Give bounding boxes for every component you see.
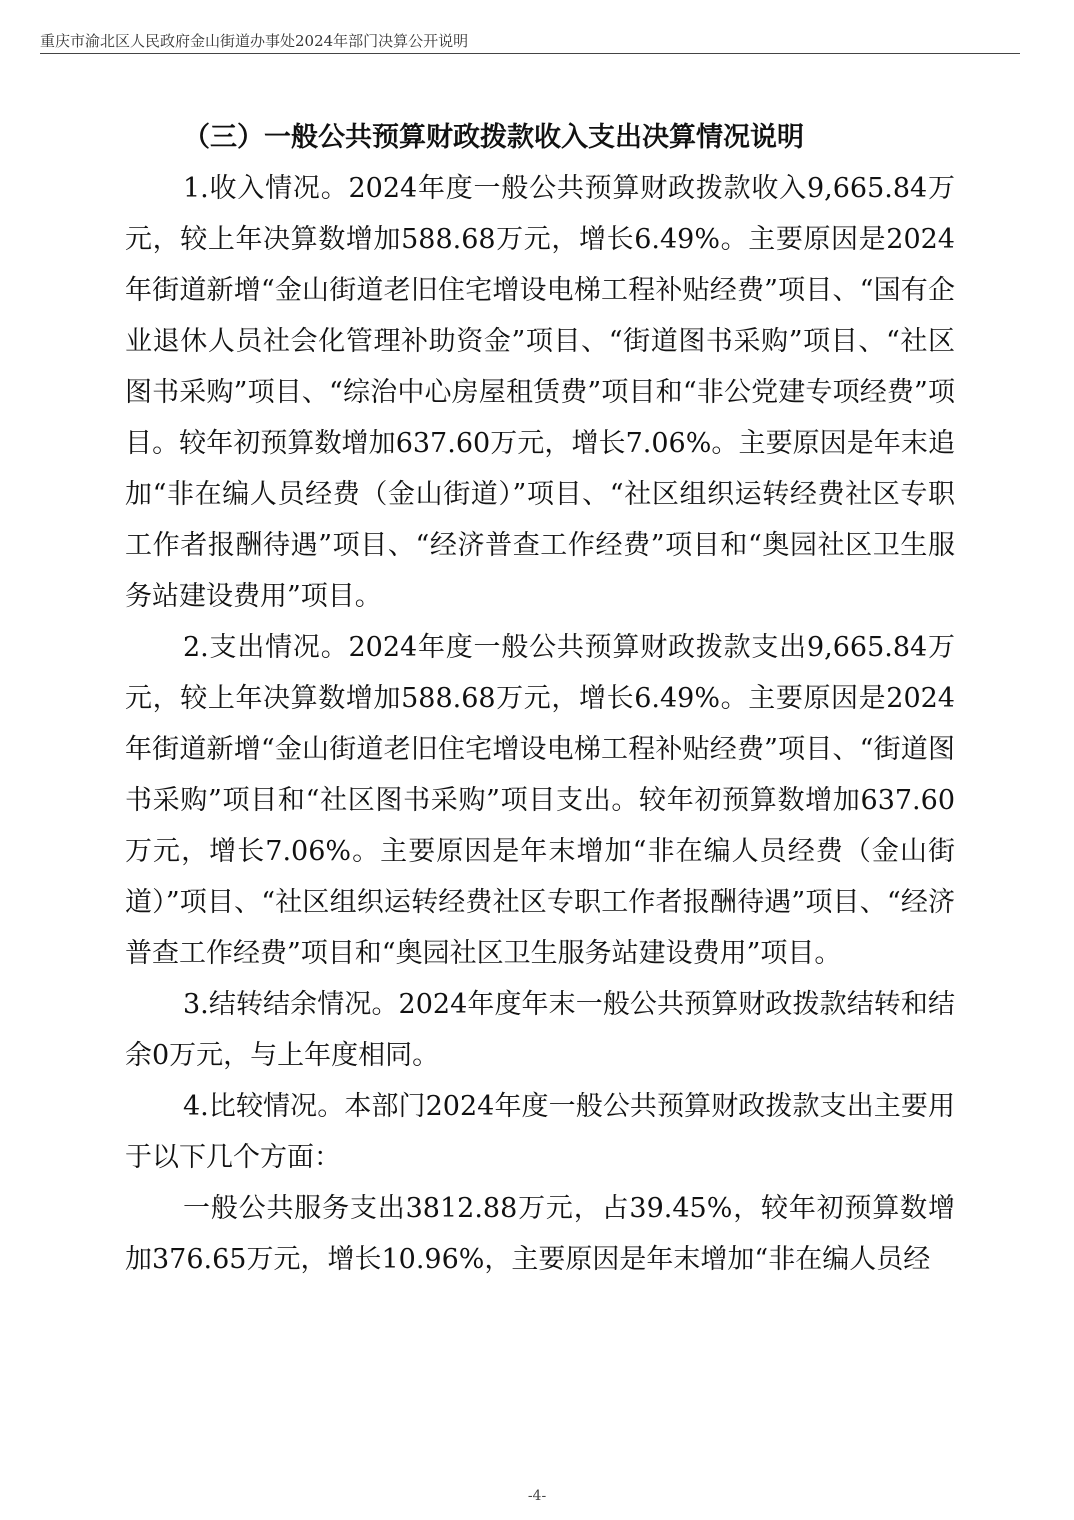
paragraph-income: 1.收入情况。2024年度一般公共预算财政拨款收入9,665.84万元，较上年决算数增加588.68万元，增长6.49%。主要原因是2024年街道新增“金山街道老旧住宅增设电梯工程补贴经费”项目、“国有企业退休人员社会化管理补助资金”项目、“街道图书采购”项目、“社区图书采购”项目、“综治中心房屋租赁费”项目和“非公党建专项经费”项目。较年初预算数增加637.60万元，增长7.06%。主要原因是年末追加“非在编人员经费（金山街道）”项目、“社区组织运转经费社区专职工作者报酬待遇”项目、“经济普查工作经费”项目和“奥园社区卫生服务站建设费用”项目。	[125, 173, 955, 612]
page-number: -4-	[527, 1488, 547, 1504]
paragraph-general-services: 一般公共服务支出3812.88万元，占39.45%，较年初预算数增加376.65万元，增长10.96%，主要原因是年末增加“非在编人员经	[125, 1193, 955, 1275]
section-heading: （三）一般公共预算财政拨款收入支出决算情况说明	[183, 122, 804, 153]
paragraph-comparison: 4.比较情况。本部门2024年度一般公共预算财政拨款支出主要用于以下几个方面：	[125, 1091, 955, 1173]
paragraph-expenditure: 2.支出情况。2024年度一般公共预算财政拨款支出9,665.84万元，较上年决算数增加588.68万元，增长6.49%。主要原因是2024年街道新增“金山街道老旧住宅增设电梯工程补贴经费”项目、“街道图书采购”项目和“社区图书采购”项目支出。较年初预算数增加637.60万元，增长7.06%。主要原因是年末增加“非在编人员经费（金山街道）”项目、“社区组织运转经费社区专职工作者报酬待遇”项目、“经济普查工作经费”项目和“奥园社区卫生服务站建设费用”项目。	[125, 632, 955, 969]
running-header: 重庆市渝北区人民政府金山街道办事处2024年部门决算公开说明	[40, 32, 469, 50]
header-rule	[40, 53, 1020, 54]
paragraph-carryover: 3.结转结余情况。2024年度年末一般公共预算财政拨款结转和结余0万元，与上年度相同。	[125, 989, 955, 1071]
document-body	[125, 112, 955, 1285]
